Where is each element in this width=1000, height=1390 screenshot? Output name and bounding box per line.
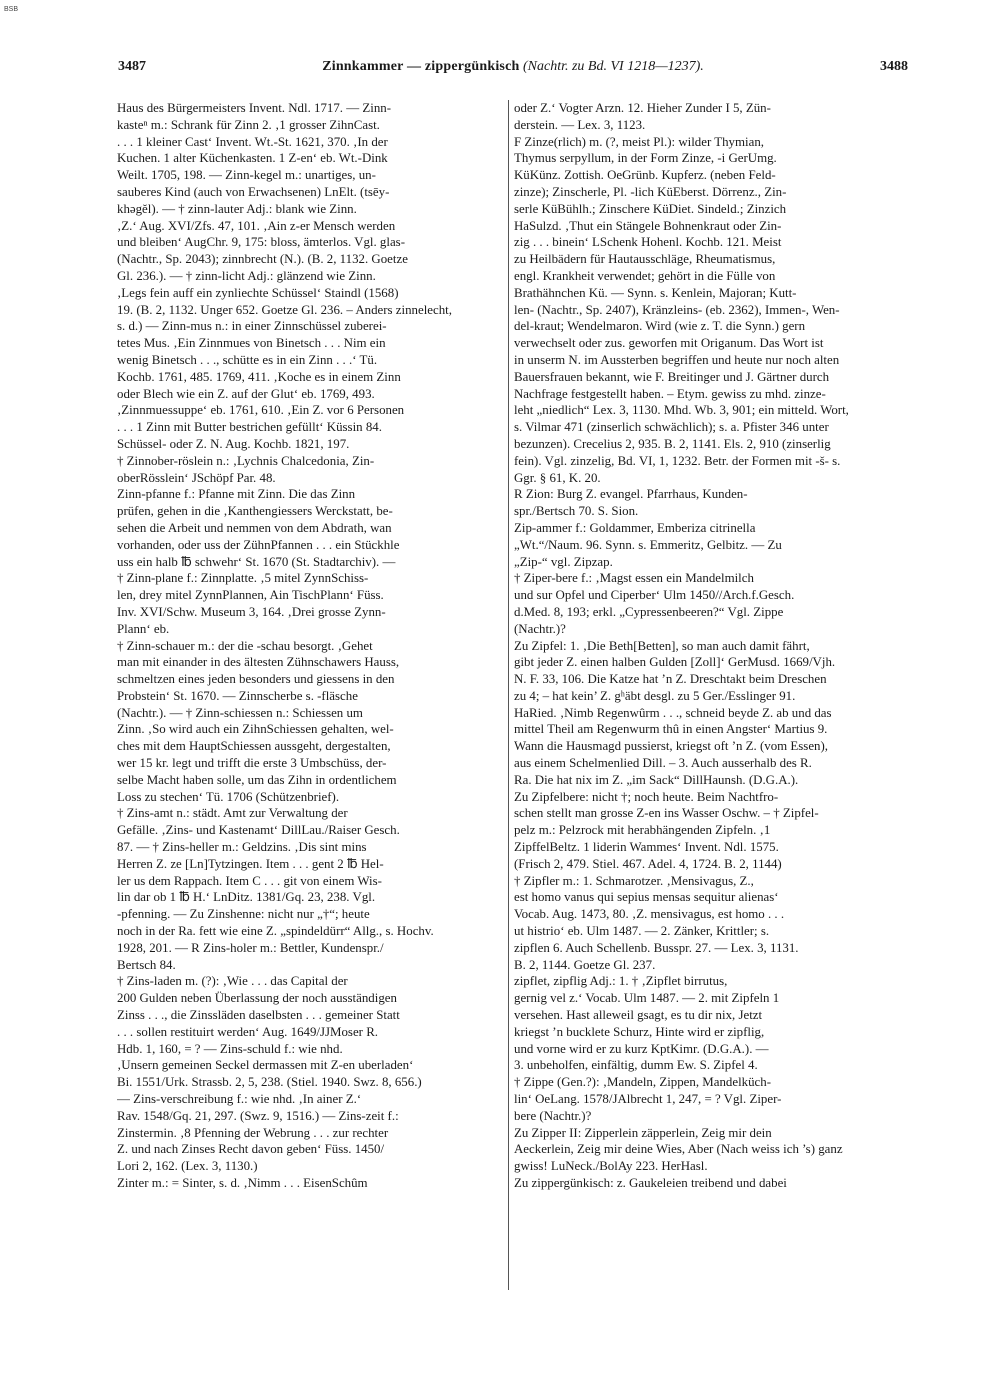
text-line: Nachfrage festgestellt haben. – Etym. gewiss zu mhd. zinze- — [514, 386, 826, 401]
page-number-left: 3487 — [118, 59, 146, 74]
text-line: est homo vanus qui sepius mensas sequitur alienas‘ — [514, 890, 779, 905]
text-line: Bi. 1551/Urk. Strassb. 2, 5, 238. (Stiel. 1940. Swz. 8, 656.) — [117, 1075, 422, 1090]
text-line: serle KüBühlh.; Zinschere KüDiet. Sindeld.; Zinzich — [514, 201, 787, 216]
text-line: Plann‘ eb. — [117, 621, 170, 636]
text-line: lin dar ob 1 ℔ H.‘ LnDitz. 1381/Gq. 23, 238. Vgl. — [117, 890, 376, 905]
text-line: Vocab. Aug. 1473, 80. ‚Z. mensivagus, est homo . . . — [514, 907, 785, 922]
text-line: Hdb. 1, 160, = ? — Zins-schuld f.: wie nhd. — [117, 1041, 343, 1056]
text-line: Kochb. 1761, 485. 1769, 411. ‚Koche es in einem Zinn — [117, 369, 401, 384]
text-line: ut histrio‘ eb. Ulm 1487. — 2. Zänker, Krittler; s. — [514, 924, 770, 939]
running-title-supplement: (Nachtr. zu Bd. VI 1218—1237). — [522, 59, 704, 74]
text-line: F Zinze(rlich) m. (?, meist Pl.): wilder Thymian, — [514, 134, 765, 149]
text-line: ZipffelBeltz. 1 liderin Wammes‘ Invent. Ndl. 1575. — [514, 840, 779, 855]
text-line: selbe Macht haben solle, um das Zihn in ordentlichem — [117, 772, 397, 787]
text-line: noch in der Ra. fett wie eine Z. „spindeldürr“ Allg., s. Hochv. — [117, 924, 434, 939]
text-line: -pfenning. — Zu Zinshenne: nicht nur „†“; heute — [117, 907, 370, 922]
text-line: ‚Z.‘ Aug. XVI/Zfs. 47, 101. ‚Ain z-er Mensch werden — [117, 218, 396, 233]
text-line: Ggr. § 61, K. 20. — [514, 470, 601, 485]
text-line: khəgĕl). — † zinn-lauter Adj.: blank wie Zinn. — [117, 201, 357, 216]
text-line: Aeckerlein, Zeig mir deine Wies, Aber (Nach weiss ich ’s) ganz — [514, 1142, 843, 1157]
text-line: Haus des Bürgermeisters Invent. Ndl. 1717. — Zinn- — [117, 101, 392, 115]
text-line: oder Z.‘ Vogter Arzn. 12. Hieher Zunder I 5, Zün- — [514, 101, 771, 115]
text-line: leht „niedlich“ Lex. 3, 1130. Mhd. Wb. 3, 901; ein mitteld. Wort, — [514, 403, 849, 418]
text-line: Probstein‘ St. 1670. — Zinnscherbe s. -fläsche — [117, 688, 358, 703]
text-line: N. F. 33, 106. Die Katze hat ’n Z. Dreschtakt beim Dreschen — [514, 672, 827, 687]
text-line: Z. und nach Zinses Recht davon geben‘ Füss. 1450/ — [117, 1142, 385, 1157]
column-divider — [508, 100, 509, 1290]
text-line: verwechselt oder zus. geworfen mit Origanum. Das Wort ist — [514, 336, 824, 351]
text-line: prüfen, gehen in die ‚Kanthengiessers Werckstatt, be- — [117, 504, 393, 519]
text-line: gibt jeder Z. einen halben Gulden [Zoll]‘ GerMusd. 1669/Vjh. — [514, 655, 836, 670]
text-line: (Frisch 2, 479. Stiel. 467. Adel. 4, 1724. B. 2, 1144) — [514, 856, 782, 871]
text-line: † Zippe (Gen.?): ‚Mandeln, Zippen, Mandelküch- — [514, 1075, 772, 1090]
text-line: . . . 1 kleiner Cast‘ Invent. Wt.-St. 1621, 370. ‚In der — [117, 134, 388, 149]
text-line: versehen. Hast alleweil gsagt, es tu dir nix, Jetzt — [514, 1008, 763, 1023]
text-line: schmeltzen eines jeden besonders und giessens in den — [117, 672, 395, 687]
text-line: „Zip-“ vgl. Zipzap. — [514, 554, 613, 569]
text-line: Rav. 1548/Gq. 21, 297. (Swz. 9, 1516.) — Zins-zeit f.: — [117, 1108, 399, 1123]
text-line: Zinss . . ., die Zinssläden daselbsten . . . gemeiner Statt — [117, 1008, 400, 1023]
text-line: d.Med. 8, 193; erkl. „Cypressenbeeren?“ Vgl. Zippe — [514, 604, 784, 619]
page-header — [118, 59, 908, 81]
text-line: † Ziper-bere f.: ‚Magst essen ein Mandelmilch — [514, 571, 754, 586]
text-line: Zinstermin. ‚8 Pfenning der Webrung . . . zur rechter — [117, 1125, 389, 1140]
text-line: aus einem Schelmenlied Dill. – 3. Auch ausserhalb des R. — [514, 756, 812, 771]
running-title — [118, 59, 908, 75]
text-line: kriegst ’n bucklete Schurz, Hinte wird er zipflig, — [514, 1024, 765, 1039]
text-line: und sur Opfel und Ciperber‘ Ulm 1450//Arch.f.Gesch. — [514, 588, 795, 603]
text-line: HaRied. ‚Nimb Regenwûrm . . ., schneid beyde Z. ab und das — [514, 705, 832, 720]
text-line: zinze); Zinscherle, Pl. -lich KüEberst. Dörrenz., Zin- — [514, 184, 787, 199]
text-line: Gefälle. ‚Zins- und Kastenamt‘ DillLau./Raiser Gesch. — [117, 823, 400, 838]
text-line: wer 15 kr. legt und trifft die erste 3 Umbschüss, der- — [117, 756, 387, 771]
text-line: schen stellt man grosse Z-en ins Wasser Oschw. – † Zipfel- — [514, 806, 819, 821]
text-line: ‚Legs fein auff ein zynliechte Schüssel‘ Staindl (1568) — [117, 285, 399, 300]
text-line: Zinn-pfanne f.: Pfanne mit Zinn. Die das Zinn — [117, 487, 356, 502]
running-title-headwords: Zinnkammer — zippergünkisch — [322, 59, 520, 74]
text-line: Zu zippergünkisch: z. Gaukeleien treibend und dabei — [514, 1176, 787, 1190]
text-line: sauberes Kind (auch von Erwachsenen) LnElt. (tsēy- — [117, 184, 390, 199]
text-line: und vorne wird er zu kurz KptKimr. (D.G.A.). — — [514, 1041, 769, 1056]
text-line: KüKünz. Zottish. OeGrünb. Kupferz. (neben Feld- — [514, 168, 776, 183]
text-line: tetes Mus. ‚Ein Zinnmues von Binetsch . . . Nim ein — [117, 336, 386, 351]
text-line: Loss zu stechen‘ Tü. 1706 (Schützenbrief). — [117, 789, 340, 804]
text-line: 1928, 201. — R Zins-holer m.: Bettler, Kundenspr./ — [117, 940, 384, 955]
text-line: Kuchen. 1 alter Küchenkasten. 1 Z-en‘ eb. Wt.-Dink — [117, 151, 388, 166]
text-line: zipflet, zipflig Adj.: 1. † ‚Zipflet birrutus, — [514, 974, 728, 989]
text-line: † Zinn-schauer m.: der die -schau besorgt. ‚Gehet — [117, 638, 373, 653]
text-line: spr./Bertsch 70. S. Sion. — [514, 504, 639, 519]
text-line: gernig vel z.‘ Vocab. Ulm 1487. — 2. mit Zipfeln 1 — [514, 991, 780, 1006]
text-line: fein). Vgl. zinzelig, Bd. VI, 1, 1232. Betr. der Formen mit -š- s. — [514, 453, 841, 468]
text-line: engl. Krankheit verwendet; gehört in die Fülle von — [514, 268, 776, 283]
text-line: † Zinn-plane f.: Zinnplatte. ‚5 mitel ZynnSchiss- — [117, 571, 369, 586]
text-line: uss ein halb ℔ schwehr‘ St. 1670 (St. Stadtarchiv). — — [117, 554, 396, 569]
text-line: Ra. Die hat nix im Z. „im Sack“ DillHaunsh. (D.G.A.). — [514, 772, 799, 787]
text-line: „Wt.“/Naum. 96. Synn. s. Emmeritz, Gelbitz. — Zu — [514, 537, 782, 552]
text-line: lin‘ OeLang. 1578/JAlbrecht 1, 247, = ? Vgl. Ziper- — [514, 1092, 782, 1107]
text-line: ‚Zinnmuessuppe‘ eb. 1761, 610. ‚Ein Z. vor 6 Personen — [117, 403, 405, 418]
text-line: † Zins-laden m. (?): ‚Wie . . . das Capital der — [117, 974, 348, 989]
text-line: vorhanden, oder uss der ZühnPfannen . . . ein Stückhle — [117, 537, 400, 552]
text-line: Zinn. ‚So wird auch ein ZihnSchiessen gehalten, wel- — [117, 722, 394, 737]
text-line: pelz m.: Pelzrock mit herabhängenden Zipfeln. ‚1 — [514, 823, 771, 838]
text-line: † Zinnober-röslein n.: ‚Lychnis Chalcedonia, Zin- — [117, 453, 375, 468]
text-line: gwiss! LuNeck./BolAy 223. HerHasl. — [514, 1159, 708, 1174]
text-line: bezunzen). Crecelius 2, 935. B. 2, 1141. Els. 2, 910 (zinserlig — [514, 436, 831, 451]
text-line: ler us dem Rappach. Item C . . . git von einem Wis- — [117, 873, 382, 888]
text-line: zu Heilbädern für Hautausschläge, Rheumatismus, — [514, 252, 776, 267]
text-line: Herren Z. ze [Ln]Tytzingen. Item . . . gent 2 ℔ Hel- — [117, 856, 384, 871]
text-line: derstein. — Lex. 3, 1123. — [514, 117, 646, 132]
text-line: . . . 1 Zinn mit Butter bestrichen gefüllt‘ Küssin 84. — [117, 420, 382, 435]
text-line: — Zins-verschreibung f.: wie nhd. ‚In ainer Z.‘ — [117, 1092, 362, 1107]
text-line: bere (Nachtr.)? — [514, 1108, 592, 1123]
text-line: ches mit dem HauptSchiessen aussgeht, dergestalten, — [117, 739, 391, 754]
text-line: del-kraut; Wendelmaron. Wird (wie z. T. die Synn.) gern — [514, 319, 806, 334]
page-number-right: 3488 — [880, 59, 908, 74]
text-line: Bertsch 84. — [117, 957, 176, 972]
text-line: (Nachtr.)? — [514, 621, 566, 636]
text-line: len- (Nachtr., Sp. 2407), Kränzleins- (eb. 2362), Immen-, Wen- — [514, 302, 840, 317]
text-line: s. d.) — Zinn-mus n.: in einer Zinnschüssel zuberei- — [117, 319, 387, 334]
text-line: (Nachtr.). — † Zinn-schiessen n.: Schiessen um — [117, 705, 363, 720]
text-line: Zu Zipper II: Zipperlein zäpperlein, Zeig mir dein — [514, 1125, 772, 1140]
text-line: Inv. XVI/Schw. Museum 3, 164. ‚Drei grosse Zynn- — [117, 604, 386, 619]
text-line: Lori 2, 162. (Lex. 3, 1130.) — [117, 1159, 258, 1174]
text-line: s. Vilmar 471 (zinserlich schwächlich); s. a. Pfister 346 unter — [514, 420, 829, 435]
text-line: in unserm N. im Aussterben begriffen und heute nur noch alten — [514, 352, 840, 367]
text-line: Zu Zipfel: 1. ‚Die Beth[Betten], so man auch damit fährt, — [514, 638, 810, 653]
text-line: 3. unbeholfen, einfältig, dumm Ew. S. Zipfel 4. — [514, 1058, 758, 1073]
text-line: 200 Gulden neben Überlassung der noch ausständigen — [117, 991, 397, 1006]
text-line: zig . . . binein‘ LSchenk Hohenl. Kochb. 121. Meist — [514, 235, 782, 250]
text-line: Bauersfrauen bekannt, wie F. Breitinger und J. Gärtner durch — [514, 369, 830, 384]
text-line: Zip-ammer f.: Goldammer, Emberiza citrinella — [514, 520, 756, 535]
text-line: oder Blech wie ein Z. auf der Glut‘ eb. 1769, 493. — [117, 386, 375, 401]
text-line: . . . sollen restituirt werden‘ Aug. 1649/JJMoser R. — [117, 1024, 379, 1039]
text-line: zipflen 6. Auch Schellenb. Busspr. 27. — Lex. 3, 1131. — [514, 940, 799, 955]
left-column — [117, 100, 505, 1300]
text-line: ‚Unsern gemeinen Seckel dermassen mit Z-en uberladen‘ — [117, 1058, 414, 1073]
text-line: kasteⁿ m.: Schrank für Zinn 2. ‚1 grosser ZihnCast. — [117, 117, 380, 132]
text-line: Brathähnchen Kü. — Synn. s. Kenlein, Majoran; Kutt- — [514, 285, 797, 300]
text-line: Zu Zipfelbere: nicht †; noch heute. Beim Nachtfro- — [514, 789, 779, 804]
text-line: sehen die Arbeit und nemmen von dem Abdrath, wan — [117, 520, 392, 535]
text-line: Weilt. 1705, 198. — Zinn-kegel m.: unartiges, un- — [117, 168, 376, 183]
text-line: † Zins-amt n.: städt. Amt zur Verwaltung der — [117, 806, 348, 821]
text-line: zu 4; – hat kein’ Z. gʰäbt desgl. zu 5 Ger./Esslinger 91. — [514, 688, 796, 703]
right-column — [514, 100, 902, 1300]
text-line: 19. (B. 2, 1132. Unger 652. Goetze Gl. 236. – Anders zinnelecht, — [117, 302, 452, 317]
text-line: Gl. 236.). — † zinn-licht Adj.: glänzend wie Zinn. — [117, 268, 376, 283]
text-line: R Zion: Burg Z. evangel. Pfarrhaus, Kunden- — [514, 487, 748, 502]
text-line: B. 2, 1144. Goetze Gl. 237. — [514, 957, 656, 972]
text-line: Thymus serpyllum, in der Form Zinze, -i GerUmg. — [514, 151, 777, 166]
text-line: Schüssel- oder Z. N. Aug. Kochb. 1821, 197. — [117, 436, 350, 451]
text-line: oberRösslein‘ JSchöpf Par. 48. — [117, 470, 276, 485]
text-line: man mit einander in des ältesten Zühnschawers Hauss, — [117, 655, 400, 670]
text-line: 87. — † Zins-heller m.: Geldzins. ‚Dis sint mins — [117, 840, 367, 855]
text-line: Wann die Hausmagd pussierst, kriegst oft ’n Z. (vom Essen), — [514, 739, 829, 754]
text-line: und bleiben‘ AugChr. 9, 175: bloss, ämterlos. Vgl. glas- — [117, 235, 405, 250]
text-line: (Nachtr., Sp. 2043); zinnbrecht (N.). (B. 2, 1132. Goetze — [117, 252, 408, 267]
library-corner-mark: BSB — [4, 6, 19, 13]
text-line: len, drey mitel ZynnPlannen, Ain TischPlann‘ Füss. — [117, 588, 384, 603]
text-line: Zinter m.: = Sinter, s. d. ‚Nimm . . . EisenSchûm — [117, 1176, 368, 1190]
text-line: mittel Theil am Regenwurm thû in einen Angster‘ Martius 9. — [514, 722, 828, 737]
text-line: HaSulzd. ‚Thut ein Stängele Bohnenkraut oder Zin- — [514, 218, 782, 233]
text-line: † Zipfler m.: 1. Schmarotzer. ‚Mensivagus, Z., — [514, 873, 754, 888]
text-line: wenig Binetsch . . ., schütte es in ein Zinn . . .‘ Tü. — [117, 352, 378, 367]
